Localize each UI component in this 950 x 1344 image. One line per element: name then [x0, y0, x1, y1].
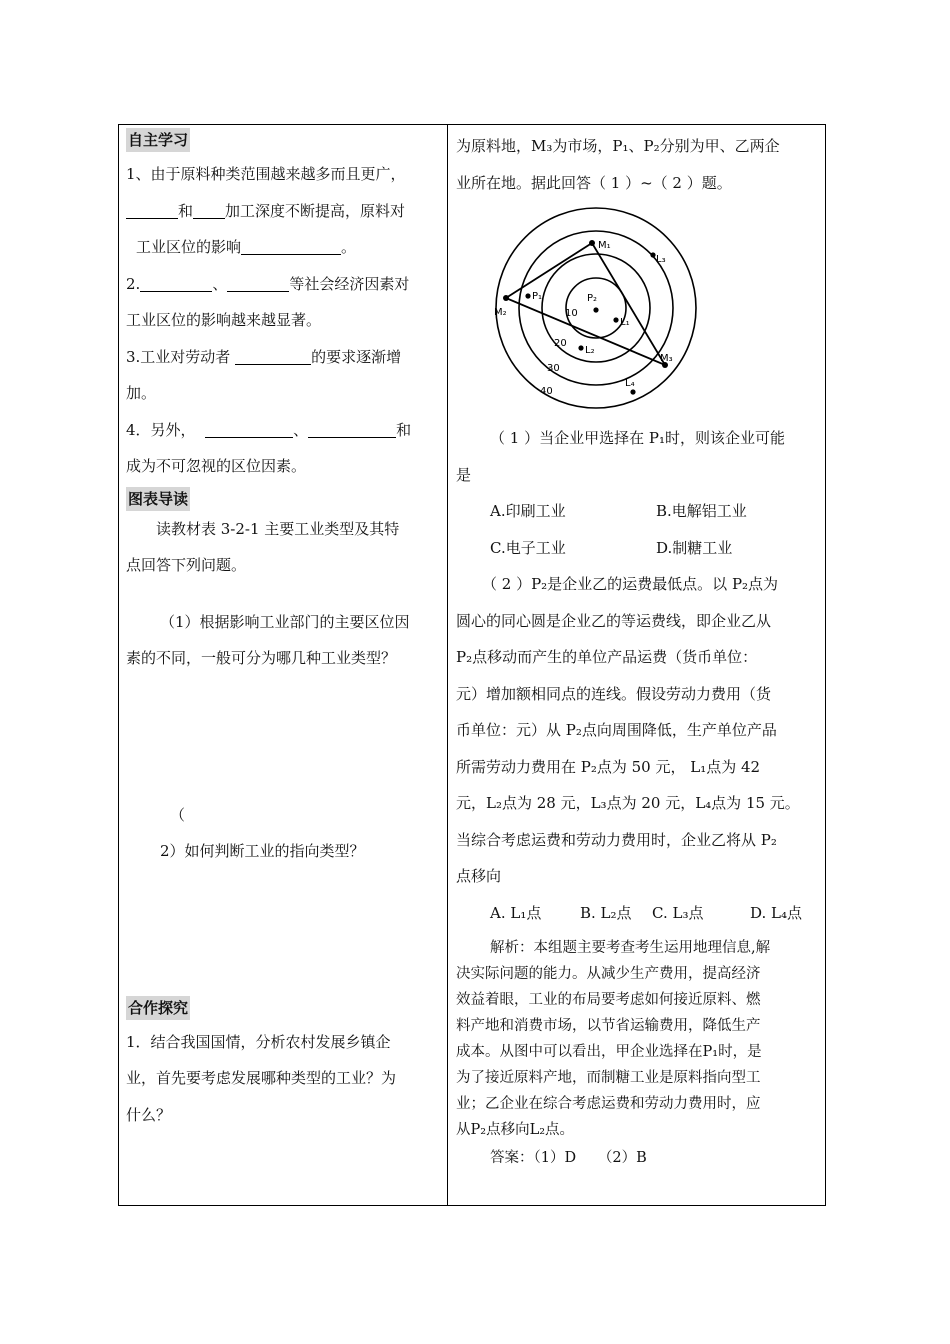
- label-m1: M₁: [598, 240, 611, 251]
- sub-question-2-line: 2）如何判断工业的指向类型？: [160, 842, 365, 860]
- blank-field[interactable]: [227, 275, 289, 292]
- analysis-line: 业；乙企业在综合考虑运费和劳动力费用时，应: [456, 1096, 761, 1112]
- analysis-line: 成本。从图中可以看出，甲企业选择在P₁时，是: [456, 1044, 762, 1060]
- coop-question-line3: 什么？: [126, 1105, 172, 1124]
- option-b: B. L₂点: [580, 903, 632, 922]
- section-title-cooperative-inquiry: 合作探究: [126, 996, 190, 1020]
- sub-question-1-line2: 素的不同，一般可分为哪几种工业类型？: [126, 649, 397, 667]
- reading-line1: 读教材表 3-2-1 主要工业类型及其特: [156, 519, 400, 538]
- option-a: A.印刷工业: [490, 502, 566, 520]
- point-l1: [613, 317, 618, 322]
- rq2-line: （ 2 ）P₂是企业乙的运费最低点。以 P₂点为: [482, 575, 779, 593]
- coop-question-line2: 业，首先要考虑发展哪种类型的工业？为: [126, 1069, 397, 1087]
- isocost-diagram-svg: [486, 205, 710, 415]
- rq2-line: 元，L₂点为 28 元，L₃点为 20 元，L₄点为 15 元。: [456, 794, 800, 812]
- rq2-line: P₂点移动而产生的单位产品运费（货币单位：: [456, 648, 758, 666]
- sub-question-1-line1: （1）根据影响工业部门的主要区位因: [160, 612, 410, 631]
- option-d: D. L₄点: [750, 903, 803, 922]
- intro-line1: 为原料地，M₃为市场，P₁、P₂分别为甲、乙两企: [456, 137, 780, 155]
- label-l1: L₁: [620, 317, 630, 328]
- point-p2: [593, 307, 598, 312]
- coop-question-line1: 1．结合我国国情，分析农村发展乡镇企: [126, 1032, 391, 1051]
- blank-field[interactable]: [193, 202, 225, 219]
- section-title-chart-reading: 图表导读: [126, 487, 190, 511]
- q4-line2: 成为不可忽视的区位因素。: [126, 457, 307, 475]
- label-m3: M₃: [660, 353, 673, 364]
- q2-line2: 工业区位的影响越来越显著。: [126, 311, 322, 329]
- section-title-self-study: 自主学习: [126, 128, 190, 152]
- blank-field[interactable]: [126, 202, 178, 219]
- blank-field[interactable]: [235, 348, 311, 365]
- sub-question-2-paren: （: [170, 805, 186, 824]
- option-c: C.电子工业: [490, 538, 566, 557]
- column-divider: [447, 124, 448, 1206]
- rq2-line: 币单位：元）从 P₂点向周围降低，生产单位产品: [456, 721, 777, 739]
- point-l3: [650, 252, 655, 257]
- point-m2: [503, 295, 509, 301]
- rq2-line: 所需劳动力费用在 P₂点为 50 元， L₁点为 42: [456, 757, 761, 776]
- blank-field[interactable]: [205, 421, 293, 438]
- reading-line2: 点回答下列问题。: [126, 556, 247, 574]
- answer-line: 答案：（1）D （2）B: [490, 1150, 647, 1166]
- q4-line1: 4．另外， 、 和: [126, 420, 412, 439]
- rq2-line: 元）增加额相同点的连线。假设劳动力费用（货: [456, 684, 772, 703]
- q2-line1: 2. 、 等社会经济因素对: [126, 274, 410, 293]
- rq2-options: [456, 895, 820, 932]
- point-l4: [630, 389, 635, 394]
- q3-line1: 3.工业对劳动者 的要求逐渐增: [126, 347, 402, 366]
- label-p1: P₁: [532, 291, 543, 302]
- intro-line2: 业所在地。据此回答（ 1 ）~（ 2 ）题。: [456, 173, 732, 192]
- label-ring-40: 40: [540, 386, 553, 397]
- label-l2: L₂: [585, 345, 595, 356]
- analysis-line: 为了接近原料产地，而制糖工业是原料指向型工: [456, 1070, 761, 1086]
- right-questions: [456, 420, 820, 1171]
- analysis-line: 料产地和消费市场，以节省运输费用，降低生产: [456, 1018, 761, 1034]
- label-l4: L₄: [625, 378, 635, 389]
- rq2-line: 点移向: [456, 867, 502, 885]
- option-c: C. L₃点: [652, 903, 704, 922]
- rq2-line: 圆心的同心圆是企业乙的等运费线，即企业乙从: [456, 611, 772, 630]
- label-ring-10: 10: [565, 308, 578, 319]
- analysis-line: 从P₂点移向L₂点。: [456, 1122, 575, 1138]
- point-m1: [589, 240, 595, 246]
- isocost-diagram: [486, 205, 710, 415]
- point-p1: [525, 293, 530, 298]
- option-a: A. L₁点: [490, 903, 542, 922]
- q1-line3: 工业区位的影响 。: [136, 238, 357, 256]
- left-column: [126, 128, 440, 1133]
- blank-field[interactable]: [308, 421, 396, 438]
- analysis-line: 解析：本组题主要考查考生运用地理信息,解: [490, 940, 771, 956]
- label-p2: P₂: [587, 293, 598, 304]
- rq1-options-row2: [456, 530, 820, 567]
- blank-field[interactable]: [241, 238, 341, 255]
- rq1-options-row1: [456, 493, 820, 530]
- rq1-line1: （ 1 ）当企业甲选择在 P₁时，则该企业可能: [490, 429, 785, 447]
- label-m2: M₂: [494, 307, 507, 318]
- rq2-line: 当综合考虑运费和劳动力费用时，企业乙将从 P₂: [456, 830, 777, 849]
- q1-line2: 和 加工深度不断提高，原料对: [126, 193, 440, 230]
- q3-line2: 加。: [126, 384, 157, 402]
- rq1-line2: 是: [456, 465, 472, 484]
- point-l2: [578, 345, 583, 350]
- blank-field[interactable]: [140, 275, 212, 292]
- right-column: [456, 128, 820, 201]
- analysis-line: 效益着眼，工业的布局要考虑如何接近原料、燃: [456, 992, 761, 1008]
- label-ring-30: 30: [547, 363, 560, 374]
- label-l3: L₃: [656, 254, 666, 265]
- option-b: B.电解铝工业: [656, 502, 747, 520]
- analysis-line: 决实际问题的能力。从减少生产费用，提高经济: [456, 966, 761, 982]
- label-ring-20: 20: [554, 338, 567, 349]
- q1-line1: 1、由于原料种类范围越来越多而且更广，: [126, 165, 406, 183]
- option-d: D.制糖工业: [656, 538, 733, 557]
